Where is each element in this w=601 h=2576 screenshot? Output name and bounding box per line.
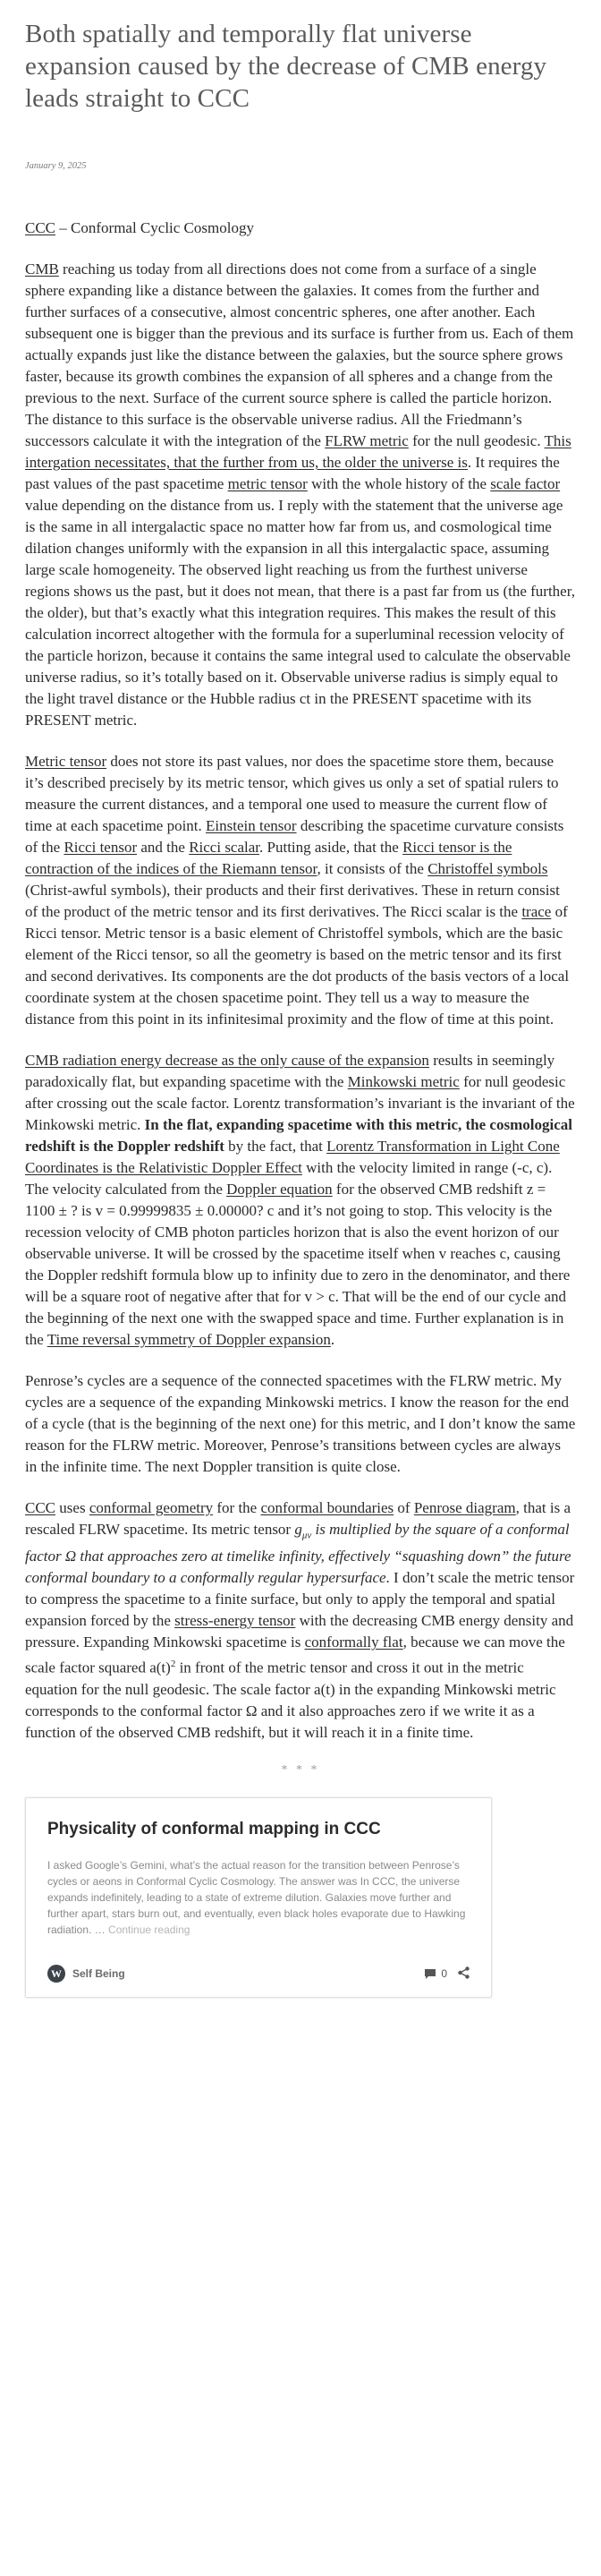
post-page bbox=[0, 18, 601, 1998]
embed-footer bbox=[47, 1965, 470, 1983]
text: uses bbox=[55, 1499, 89, 1516]
paragraph-5 bbox=[25, 1497, 576, 1744]
minkowski-metric-link[interactable]: Minkowski metric bbox=[347, 1073, 460, 1090]
comment-count: 0 bbox=[441, 1967, 447, 1981]
flrw-metric-link[interactable]: FLRW metric bbox=[325, 432, 409, 449]
site-name[interactable]: Self Being bbox=[72, 1967, 125, 1981]
embed-excerpt-text: I asked Google’s Gemini, what’s the actual reason for the transition between Penrose’s cycles or aeons in Conformal Cyclic Cosmology. The answer was In CCC, the universe expands indefinitely, leading to a state of extreme dilution. Galaxies move further and further apart, stars burn out, and eventually, even black holes evaporate due to Hawking radiation. … bbox=[47, 1859, 466, 1937]
embed-site[interactable] bbox=[47, 1965, 125, 1983]
text: , because we can move the scale factor squared a(t) bbox=[25, 1633, 565, 1677]
bold-statement: In the flat, expanding spacetime with this metric, the cosmological redshift is the Doppler redshift bbox=[25, 1116, 572, 1155]
einstein-tensor-link[interactable]: Einstein tensor bbox=[206, 817, 297, 834]
embed-title[interactable]: Physicality of conformal mapping in CCC bbox=[47, 1820, 381, 1839]
text: and the bbox=[137, 839, 190, 856]
christoffel-symbols-link[interactable]: Christoffel symbols bbox=[427, 860, 548, 877]
text: by the fact, that bbox=[224, 1138, 327, 1155]
conformal-geometry-link[interactable]: conformal geometry bbox=[89, 1499, 214, 1516]
text: (Christ-awful symbols), their products and their first derivatives. These in return consist of the product of the metric tensor and its first derivatives. The Ricci scalar is the bbox=[25, 882, 560, 920]
comment-icon bbox=[424, 1968, 436, 1980]
text: results in seemingly paradoxically flat, but expanding spacetime with the bbox=[25, 1052, 555, 1090]
ccc-link[interactable]: CCC bbox=[25, 219, 56, 236]
text: for the bbox=[213, 1499, 261, 1516]
share-button[interactable] bbox=[458, 1966, 470, 1982]
text: with the whole history of the bbox=[307, 475, 491, 492]
cmb-link[interactable]: CMB bbox=[25, 260, 59, 277]
text: for null geodesic after crossing out the scale factor. Lorentz transformation’s invariant is the invariant of the Minkowski metric. bbox=[25, 1073, 575, 1133]
text: in front of the metric tensor and cross it out in the metric equation for the null geodesic. The scale factor a(t) in the expanding Minkowski metric corresponds to the conformal factor Ω and it also approaches zero if we write it as a function of the observed CMB redshift, but it will reach it in a finite time. bbox=[25, 1659, 556, 1742]
text: of bbox=[394, 1499, 414, 1516]
paragraph-4: Penrose’s cycles are a sequence of the connected spacetimes with the FLRW metric. My cycles are a sequence of the expanding Minkowski metrics. I know the reason for the end of a cycle (that is the beginning of the next one) for this metric, and I don’t know the same reason for the FLRW metric. Moreover, Penrose’s transitions between cycles are always in the infinite time. The next Doppler transition is quite close. bbox=[25, 1372, 576, 1475]
stress-energy-tensor-link[interactable]: stress-energy tensor bbox=[174, 1612, 296, 1630]
italic-quote: is multiplied by the square of a conformal factor Ω that approaches zero at timelike infinity, effectively “squashing down” the future conformal boundary to a conformally regular hypersurface bbox=[25, 1521, 571, 1587]
metric-tensor-link[interactable]: Metric tensor bbox=[25, 753, 107, 770]
text: does not store its past values, nor does the spacetime store them, because it’s described precisely by its metric tensor, which gives us only a set of spatial rulers to measure the current distances, and a temporal one used to measure the current flow of time at each spacetime point. bbox=[25, 753, 559, 834]
post-date: January 9, 2025 bbox=[25, 161, 87, 171]
trace-link[interactable]: trace bbox=[521, 903, 552, 920]
paragraph-2 bbox=[25, 751, 576, 1030]
text: for the null geodesic. bbox=[408, 432, 545, 449]
subtitle-text: – Conformal Cyclic Cosmology bbox=[55, 219, 254, 236]
cmb-energy-decrease-link[interactable]: CMB radiation energy decrease as the only cause of the expansion bbox=[25, 1052, 429, 1069]
ccc-link[interactable]: CCC bbox=[25, 1499, 56, 1516]
doppler-equation-link[interactable]: Doppler equation bbox=[226, 1181, 333, 1198]
metric-symbol bbox=[294, 1521, 312, 1541]
scale-factor-link[interactable]: scale factor bbox=[490, 475, 561, 492]
post-subtitle bbox=[25, 218, 576, 239]
embed-actions bbox=[424, 1966, 470, 1982]
conformally-flat-link[interactable]: conformally flat bbox=[304, 1633, 403, 1651]
ricci-contraction-link[interactable]: Ricci tensor is the contraction of the indices of the Riemann tensor bbox=[25, 839, 512, 877]
text: describing the spacetime curvature consists of the bbox=[25, 817, 564, 856]
metric-symbol-indices: μν bbox=[301, 1530, 312, 1541]
post-title: Both spatially and temporally flat universe expansion caused by the decrease of CMB energy leads straight to CCC bbox=[25, 20, 547, 113]
embed-excerpt bbox=[47, 1857, 470, 1938]
text: . I don’t scale the metric tensor to compress the spacetime to a finite surface, but only to apply the temporal and spatial expansion forced by the bbox=[25, 1569, 575, 1630]
text: with the decreasing CMB energy density and pressure. Expanding Minkowski spacetime is bbox=[25, 1612, 574, 1651]
wordpress-logo-icon: W bbox=[47, 1965, 65, 1983]
text: of Ricci tensor. Metric tensor is a basic element of Christoffel symbols, which are the basic element of the Ricci tensor, so all the geometry is based on the metric tensor and its first and second derivatives. Its components are the dot products of the basis vectors of a local coordinate system at the chosen spacetime point. They tell us a way to measure the distance from this point in its infinitesimal proximity and the flow of time at this point. bbox=[25, 903, 570, 1028]
continue-reading-link[interactable]: Continue reading bbox=[105, 1923, 190, 1937]
text: . bbox=[330, 1331, 335, 1348]
embedded-post-card[interactable] bbox=[25, 1797, 492, 1998]
time-reversal-link[interactable]: Time reversal symmetry of Doppler expansion bbox=[47, 1331, 331, 1348]
paragraph-3 bbox=[25, 1050, 576, 1351]
paragraph-1 bbox=[25, 259, 576, 731]
text: . Putting aside, that the bbox=[259, 839, 403, 856]
ricci-scalar-link[interactable]: Ricci scalar bbox=[189, 839, 260, 856]
integration-link[interactable]: This intergation necessitates, that the further from us, the older the universe is bbox=[25, 432, 571, 471]
text: for the observed CMB redshift z = 1100 ± ? is v = 0.99999835 ± 0.00000? c and it’s not going to stop. This velocity is the recession velocity of CMB photon particles horizon that is also the event horizon of our observable universe. It will be crossed by the spacetime itself when v reaches c, causing the Doppler redshift formula blow up to infinity due to zero in the denominator, and there will be a square root of negative after that for v > c. That will be the end of our cycle and the beginning of the next one with the swapped space and time. Further explanation is in the bbox=[25, 1181, 571, 1348]
text: , it consists of the bbox=[317, 860, 428, 877]
text: , that is a rescaled FLRW spacetime. Its metric tensor bbox=[25, 1499, 571, 1538]
lorentz-doppler-link[interactable]: Lorentz Transformation in Light Cone Coordinates is the Relativistic Doppler Effect bbox=[25, 1138, 560, 1176]
superscript: 2 bbox=[170, 1659, 176, 1670]
penrose-diagram-link[interactable]: Penrose diagram bbox=[413, 1499, 516, 1516]
metric-tensor-link[interactable]: metric tensor bbox=[227, 475, 308, 492]
text: . It requires the past values of the past spacetime bbox=[25, 454, 560, 492]
comments-button[interactable] bbox=[424, 1967, 447, 1980]
ricci-tensor-link[interactable]: Ricci tensor bbox=[63, 839, 138, 856]
text: with the velocity limited in range (-c, c). The velocity calculated from the bbox=[25, 1159, 553, 1198]
text: reaching us today from all directions does not come from a surface of a single sphere expanding like a distance between the galaxies. It comes from the further and further surfaces of a consecutive, almost concentric spheres, one after another. Each subsequent one is bigger than the previous and its surface is further from us. Each of them actually expands just like the distance between the galaxies, but the source sphere grows faster, because its growth combines the expansion of all spheres and a change from the previous to the next. Surface of the current source sphere is called the particle horizon. The distance to this surface is the observable universe radius. All the Friedmann’s successors calculate it with the integration of the bbox=[25, 260, 574, 449]
conformal-boundaries-link[interactable]: conformal boundaries bbox=[260, 1499, 394, 1516]
post-content bbox=[25, 218, 576, 1998]
share-icon bbox=[458, 1966, 470, 1979]
separator: * * * bbox=[281, 1763, 320, 1778]
metric-symbol-base: g bbox=[294, 1521, 302, 1538]
text: value depending on the distance from us. I reply with the statement that the universe age is the same in all intergalactic space no matter how far from us, and cosmological time dilation changes uniformly with the expansion in all this intergalactic space, assuming large scale homogeneity. The observed light reaching us from the furthest universe regions shows us the past, but it does not mean, that there is a past far from us (the further, the older), but that’s exactly what this integration requires. This makes the result of this calculation incorrect altogether with the formula for a superluminal recession velocity of the particle horizon, because it contains the same integral used to calculate the observable universe radius, so it’s totally based on it. Observable universe radius is simply equal to the light travel distance or the Hubble radius ct in the PRESENT spacetime with its PRESENT metric. bbox=[25, 497, 575, 729]
